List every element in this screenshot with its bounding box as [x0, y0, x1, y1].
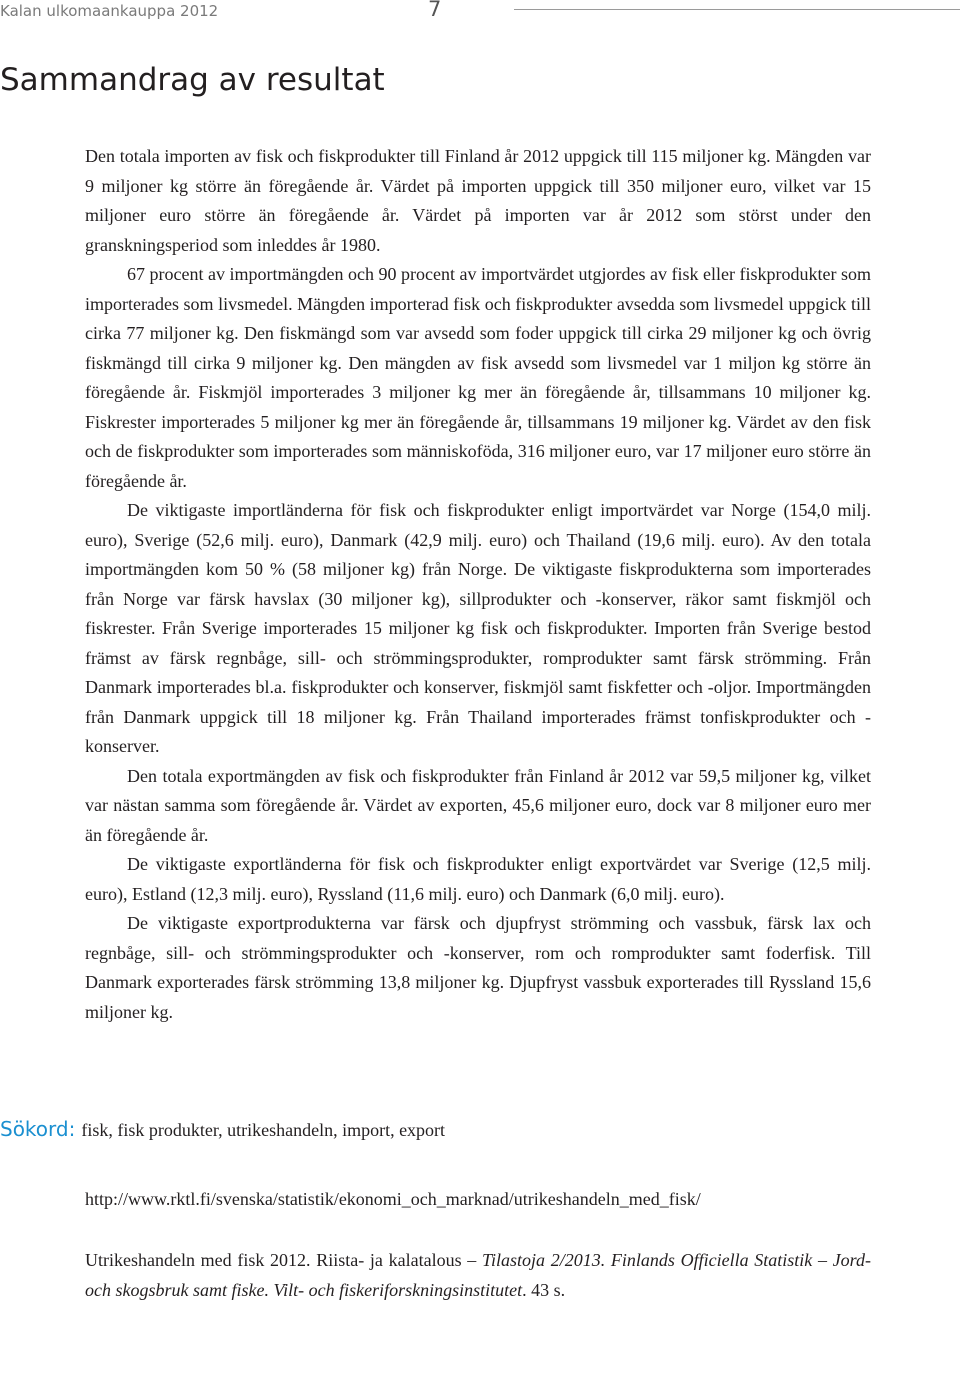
- page-header: [0, 0, 960, 24]
- header-rule: [514, 9, 960, 10]
- paragraph-import-food: 67 procent av importmängden och 90 procent av importvärdet utgjordes av fisk eller fiskprodukter som importerades som livsmedel. Mängden importerad fisk och fiskprodukter avsedda som livsmedel uppgick till cirka 77 miljoner kg. Den fiskmängd som var avsedd som foder uppgick till cirka 29 miljoner kg och övrig fiskmängd till cirka 9 miljoner kg. Den mängden av fisk avsedd som livsmedel var 1 miljon kg större än föregående år. Fiskmjöl importerades 3 miljoner kg mer än föregående år, tillsammans 10 miljoner kg. Fiskrester importerades 5 miljoner kg mer än föregående år, tillsammans 19 miljoner kg. Värdet av den fisk och de fiskprodukter som importerades som människoföda, 316 miljoner euro, var 17 miljoner euro större än föregående år.: [85, 264, 871, 491]
- keywords-text: fisk, fisk produkter, utrikeshandeln, import, export: [81, 1120, 446, 1140]
- citation-italic: Tilastoja 2/2013. Finlands Officiella Statistik – Jord- och skogsbruk samt fiske. Vilt- och fiskeriforskningsinstitutet: [85, 1250, 871, 1300]
- keywords-label: Sökord:: [0, 1117, 76, 1141]
- paragraph-export-total: Den totala exportmängden av fisk och fiskprodukter från Finland år 2012 var 59,5 miljoner kg, vilket var nästan samma som föregående år. Värdet av exporten, 45,6 miljoner euro, dock var 8 miljoner euro mer än föregående år.: [85, 765, 871, 845]
- source-url-link[interactable]: http://www.rktl.fi/svenska/statistik/ekonomi_och_marknad/utrikeshandeln_med_fisk/: [85, 1189, 701, 1209]
- paragraph-export-countries: De viktigaste exportländerna för fisk och fiskprodukter enligt exportvärdet var Sverige (12,5 milj. euro), Estland (12,3 milj. euro), Ryssland (11,6 milj. euro) och Danmark (6,0 milj. euro).: [85, 854, 871, 904]
- keywords: [0, 1117, 445, 1141]
- paragraph-export-products: De viktigaste exportprodukterna var färsk och djupfryst strömming och vassbuk, färsk lax och regnbåge, sill- och strömmingsprodukter och -konserver, rom och romprodukter samt foderfisk. Till Danmark exporterades färsk strömming 13,8 miljoner kg. Djupfryst vassbuk exporterades till Ryssland 15,6 miljoner kg.: [85, 913, 871, 1022]
- page-number: 7: [428, 0, 442, 21]
- citation: [85, 1246, 871, 1305]
- paragraph-import-total: Den totala importen av fisk och fiskprodukter till Finland år 2012 uppgick till 115 miljoner kg. Mängden var 9 miljoner kg större än föregående år. Värdet på importen uppgick till 350 miljoner euro, vilket var 15 miljoner euro större än föregående år. Värdet på importen var år 2012 som störst under den granskningsperiod som inleddes år 1980.: [85, 146, 871, 255]
- summary-body: [85, 142, 871, 1027]
- paragraph-import-countries: De viktigaste importländerna för fisk och fiskprodukter enligt importvärdet var Norge (154,0 milj. euro), Sverige (52,6 milj. euro), Danmark (42,9 milj. euro) och Thailand (19,6 milj. euro). Av den totala importmängden kom 50 % (58 miljoner kg) från Norge. De viktigaste fiskprodukterna som importerades från Norge var färsk havslax (30 miljoner kg), sillprodukter och -konserver, räkor samt fiskmjöl och fiskrester. Från Sverige importerades 15 miljoner kg fisk och fiskprodukter. Importen från Sverige bestod främst av färsk regnbåge, sill- och strömmingsprodukter, romprodukter samt färsk strömming. Från Danmark importerades bl.a. fiskprodukter och konserver, fiskmjöl samt fiskfetter och -oljor. Importmängden från Danmark uppgick till 18 miljoner kg. Från Thailand importerades främst tonfiskprodukter och -konserver.: [85, 500, 871, 756]
- running-head: Kalan ulkomaankauppa 2012: [0, 2, 219, 20]
- citation-tail: . 43 s.: [522, 1279, 566, 1300]
- citation-plain: Utrikeshandeln med fisk 2012. Riista- ja kalatalous –: [85, 1250, 482, 1270]
- page-title: Sammandrag av resultat: [0, 62, 385, 98]
